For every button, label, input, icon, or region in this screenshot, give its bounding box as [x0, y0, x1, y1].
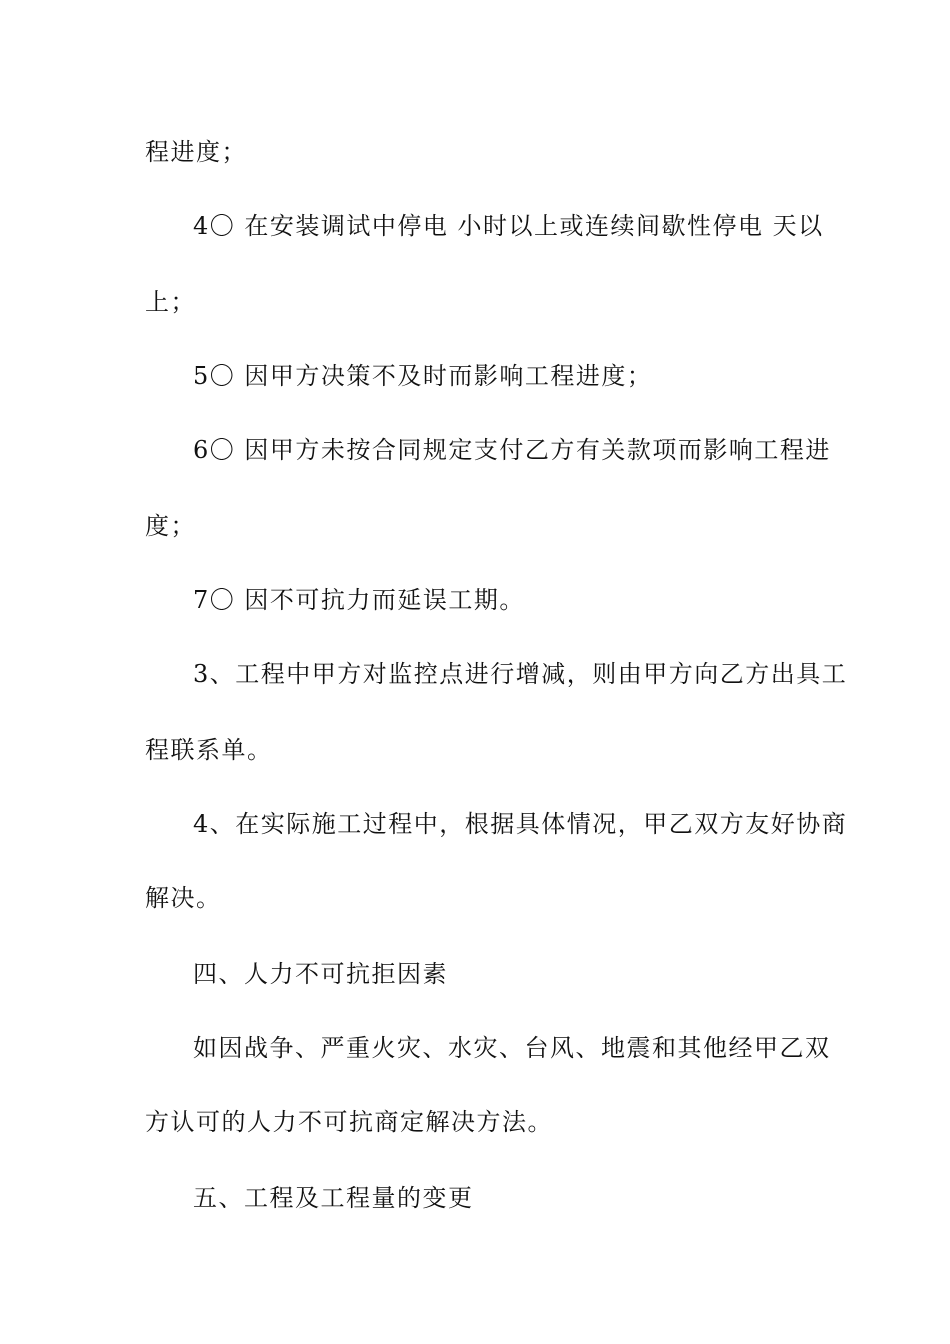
text-line-6: 度；	[145, 512, 196, 540]
text-line-5: 6〇 因甲方未按合同规定支付乙方有关款项而影响工程进	[193, 436, 831, 464]
text-line-7: 7〇 因不可抗力而延误工期。	[193, 586, 525, 614]
section-heading-5: 五、工程及工程量的变更	[193, 1184, 474, 1212]
text-line-13: 如因战争、严重火灾、水灾、台风、地震和其他经甲乙双	[193, 1034, 831, 1062]
text-line-3: 上；	[145, 288, 196, 316]
section-heading-4: 四、人力不可抗拒因素	[193, 960, 448, 988]
text-line-8: 3、工程中甲方对监控点进行增减，则由甲方向乙方出具工	[193, 660, 848, 688]
text-line-11: 解决。	[145, 884, 222, 912]
text-line-4: 5〇 因甲方决策不及时而影响工程进度；	[193, 362, 653, 390]
text-line-10: 4、在实际施工过程中，根据具体情况，甲乙双方友好协商	[193, 810, 848, 838]
text-line-9: 程联系单。	[145, 736, 273, 764]
text-line-1: 程进度；	[145, 138, 247, 166]
text-line-2: 4〇 在安装调试中停电 小时以上或连续间歇性停电 天以	[193, 212, 824, 240]
text-line-14: 方认可的人力不可抗商定解决方法。	[145, 1108, 553, 1136]
